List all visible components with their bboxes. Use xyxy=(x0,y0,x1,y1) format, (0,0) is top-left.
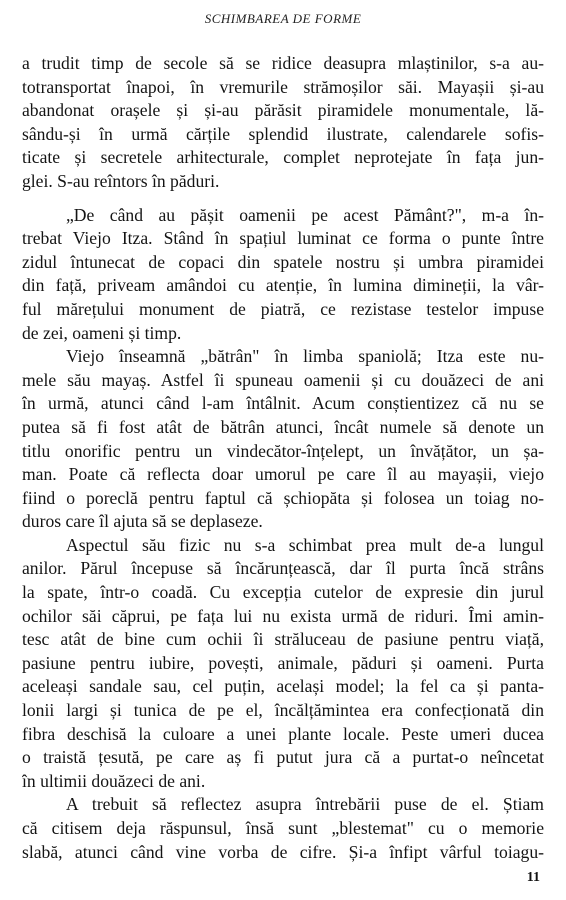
text-line: putea să fi fost atât de bătrân atunci, încât numele să denote un xyxy=(22,416,544,437)
text-line: zidul întunecat de copaci din spatele nostru și umbra piramidei xyxy=(22,251,544,272)
text-line: „De când au pășit oamenii pe acest Pământ?", m-a în- xyxy=(66,204,544,225)
text-line: mele său mayaș. Astfel îi spuneau oamenii și cu douăzeci de ani xyxy=(22,369,544,390)
text-line: slabă, atunci când vine vorba de cifre. Și-a înfipt vârful toiagu- xyxy=(22,841,544,862)
text-line: anilor. Părul începuse să încărunțească, dar îl purta încă strâns xyxy=(22,558,544,579)
text-line: în ultimii douăzeci de ani. xyxy=(22,770,206,791)
text-line: fiind o poreclă pentru faptul că șchiopăta și folosea un toiag no- xyxy=(22,487,544,508)
text-line: fibra deschisă la culoare a unei plante locale. Peste umeri ducea xyxy=(22,723,544,744)
page-number: 11 xyxy=(526,870,540,885)
text-line: pasiune pentru iubire, povești, animale, păduri și oameni. Purta xyxy=(22,652,544,673)
paragraph xyxy=(22,52,544,194)
text-line: o traistă țesută, pe care aș fi putut jura că a purtat-o neîncetat xyxy=(22,747,544,768)
text-line: ticate și secretele arhitecturale, complet neprotejate în fața jun- xyxy=(22,147,544,168)
text-line: titlu onorific pentru un vindecător-înțelept, un învățător, un șa- xyxy=(22,440,544,461)
paragraph xyxy=(22,345,544,534)
text-line: de zei, oameni și timp. xyxy=(22,322,182,343)
text-line: man. Poate că reflecta doar umorul pe care îl au mayașii, viejo xyxy=(22,464,544,485)
text-line: A trebuit să reflectez asupra întrebării puse de el. Știam xyxy=(66,794,544,815)
text-line: abandonat orașele și și-au părăsit piramidele monumentale, lă- xyxy=(22,100,544,121)
text-line: lonii largi și tunica de pe el, încălțămintea era confecționată din xyxy=(22,700,544,721)
text-line: tesc atât de bine cum ochii îi străluceau de pasiune pentru viață, xyxy=(22,629,544,650)
text-line: glei. S-au reîntors în păduri. xyxy=(22,170,220,191)
text-line: trebat Viejo Itza. Stând în spațiul luminat ce forma o punte între xyxy=(22,228,544,249)
running-head: SCHIMBAREA DE FORME xyxy=(204,11,362,26)
text-line: duros care îl ajuta să se deplaseze. xyxy=(22,511,263,532)
paragraph xyxy=(22,534,544,794)
text-line: din față, priveam amândoi cu atenție, în lumina dimineții, la vâr- xyxy=(22,275,544,296)
text-line: la spate, într-o coadă. Cu excepția cutelor de expresie din jurul xyxy=(22,582,544,603)
text-line: că citisem deja răspunsul, însă sunt „blestemat" cu o memorie xyxy=(22,818,544,838)
text-line: aceleași sandale sau, cel puțin, același model; la fel ca și panta- xyxy=(22,676,544,697)
text-line: în urmă, atunci când l-am întâlnit. Acum conștientizez că nu se xyxy=(22,393,544,414)
text-line: totransportat înapoi, în vremurile strămoșilor săi. Mayașii și-au xyxy=(22,76,544,97)
text-line: ful mărețului monument de piatră, ce rezistase testelor impuse xyxy=(22,298,544,319)
paragraph xyxy=(22,793,544,864)
text-line: sându-și în urmă cărțile splendid ilustrate, calendarele sofis- xyxy=(22,123,544,144)
body-text xyxy=(22,52,544,864)
text-line: a trudit timp de secole să se ridice deasupra mlaștinilor, s-a au- xyxy=(22,53,544,73)
paragraph xyxy=(22,204,544,346)
text-line: Viejo înseamnă „bătrân" în limba spaniolă; Itza este nu- xyxy=(66,346,544,367)
text-line: Aspectul său fizic nu s-a schimbat prea mult de-a lungul xyxy=(66,534,544,555)
text-line: ochilor săi căprui, pe fața lui nu exista urmă de riduri. Îmi amin- xyxy=(22,605,544,626)
